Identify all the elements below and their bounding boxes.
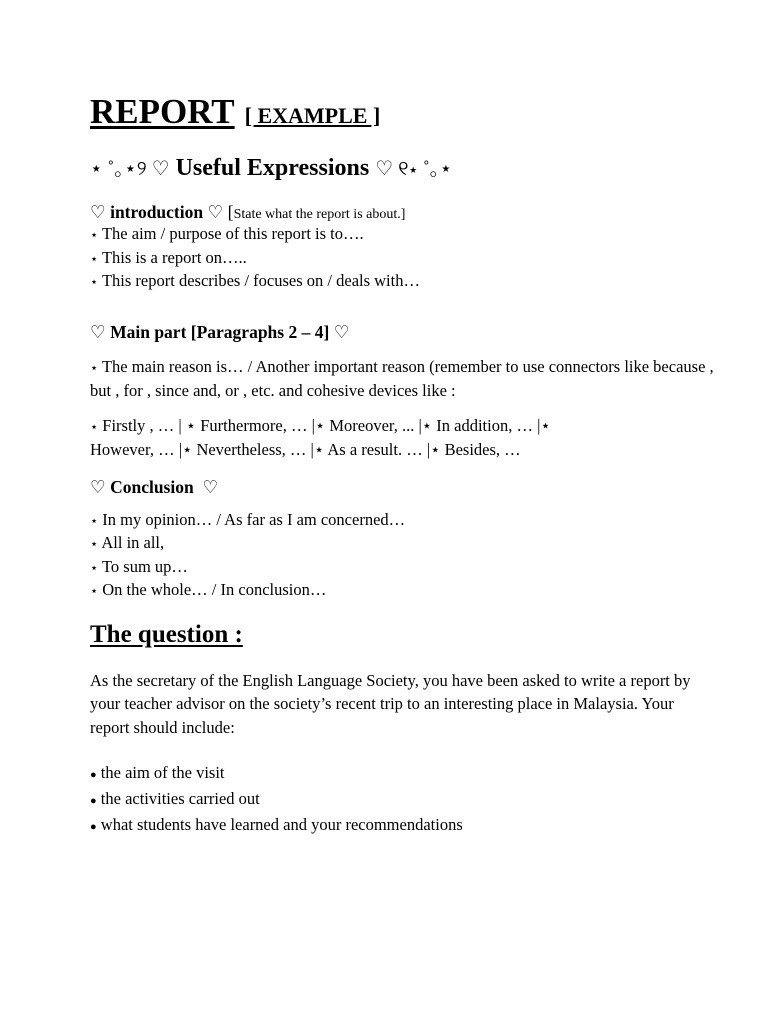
heart-icon: ♡ bbox=[333, 321, 350, 342]
conclusion-section bbox=[90, 477, 730, 603]
list-item-text: To sum up… bbox=[101, 556, 188, 576]
list-item bbox=[90, 761, 730, 787]
question-paragraph: As the secretary of the English Language Society, you have been asked to write a report by your teacher advisor on the society’s recent trip to an interesting place in Malaysia. Your report should include: bbox=[90, 670, 691, 737]
question-bullets bbox=[90, 761, 730, 839]
list-item-text: This is a report on….. bbox=[101, 247, 247, 267]
useful-expressions-heading bbox=[90, 152, 730, 182]
main-part-paragraph-text: The main reason is… / Another important reason (remember to use connectors like because , but , for , since and, or , etc. and cohesive devices like : bbox=[90, 356, 714, 400]
list-item bbox=[90, 223, 730, 247]
introduction-label: introduction bbox=[110, 202, 204, 222]
main-part-heading bbox=[90, 322, 730, 343]
introduction-heading bbox=[90, 202, 730, 223]
introduction-note: State what the report is about.] bbox=[233, 207, 406, 222]
document-page bbox=[90, 92, 730, 839]
star-icon: ⋆ bbox=[90, 418, 99, 434]
list-item bbox=[90, 509, 730, 533]
list-item-text: the activities carried out bbox=[100, 789, 260, 808]
useful-expressions-label: Useful Expressions bbox=[175, 155, 370, 181]
decorative-left-icon: ⋆ ˚｡⋆୨ ♡ bbox=[90, 158, 170, 180]
decorative-right-icon: ♡ ୧⋆ ˚｡⋆ bbox=[375, 158, 453, 180]
heart-icon: ♡ bbox=[207, 202, 224, 222]
list-item-text: This report describes / focuses on / deals with… bbox=[101, 271, 420, 290]
list-item bbox=[90, 532, 730, 556]
star-icon: ⋆ bbox=[90, 512, 99, 528]
star-icon: ⋆ bbox=[90, 274, 99, 289]
star-icon: ⋆ bbox=[90, 583, 99, 598]
connectors-line bbox=[90, 414, 730, 439]
connectors-line bbox=[90, 438, 730, 462]
conclusion-label: Conclusion bbox=[110, 476, 194, 497]
star-icon: ⋆ bbox=[90, 227, 99, 242]
heart-icon: ♡ bbox=[90, 321, 106, 342]
question-title: The question : bbox=[90, 620, 243, 648]
connectors-line-text: However, … |⋆ Nevertheless, … |⋆ As a result. … |⋆ Besides, … bbox=[90, 440, 521, 459]
list-item bbox=[90, 579, 730, 603]
note-bracket: [ bbox=[227, 202, 234, 222]
heart-icon: ♡ bbox=[90, 202, 106, 222]
bullet-icon: ● bbox=[90, 821, 97, 833]
list-item bbox=[90, 787, 730, 813]
list-item-text: On the whole… / In conclusion… bbox=[102, 580, 327, 599]
heart-icon: ♡ bbox=[90, 476, 106, 497]
introduction-section bbox=[90, 202, 730, 294]
heart-icon: ♡ bbox=[202, 476, 219, 497]
title-main: REPORT bbox=[90, 92, 235, 131]
list-item-text: what students have learned and your recommendations bbox=[100, 815, 463, 834]
star-icon: ⋆ bbox=[90, 536, 99, 551]
list-item-text: The aim / purpose of this report is to…. bbox=[101, 224, 364, 243]
bullet-icon: ● bbox=[90, 769, 97, 781]
list-item bbox=[90, 813, 730, 839]
main-part-paragraph bbox=[90, 355, 730, 403]
title-example-tag: [ EXAMPLE ] bbox=[244, 103, 381, 128]
list-item-text: the aim of the visit bbox=[100, 763, 225, 782]
connectors-line-text: Firstly , … | ⋆ Furthermore, … |⋆ Moreover, ... |⋆ In addition, … |⋆ bbox=[102, 415, 551, 435]
connectors-list bbox=[90, 414, 730, 462]
star-icon: ⋆ bbox=[90, 559, 99, 575]
bullet-icon: ● bbox=[90, 795, 97, 807]
list-item-text: All in all, bbox=[101, 533, 165, 552]
list-item bbox=[90, 247, 730, 271]
main-part-label: Main part [Paragraphs 2 – 4] bbox=[110, 321, 330, 342]
star-icon: ⋆ bbox=[90, 359, 99, 375]
main-part-section bbox=[90, 322, 730, 462]
report-title bbox=[90, 92, 730, 136]
star-icon: ⋆ bbox=[90, 250, 99, 266]
list-item bbox=[90, 556, 730, 580]
question-section bbox=[90, 621, 730, 840]
list-item-text: In my opinion… / As far as I am concerned… bbox=[102, 509, 406, 529]
conclusion-heading bbox=[90, 477, 730, 498]
list-item bbox=[90, 270, 730, 294]
